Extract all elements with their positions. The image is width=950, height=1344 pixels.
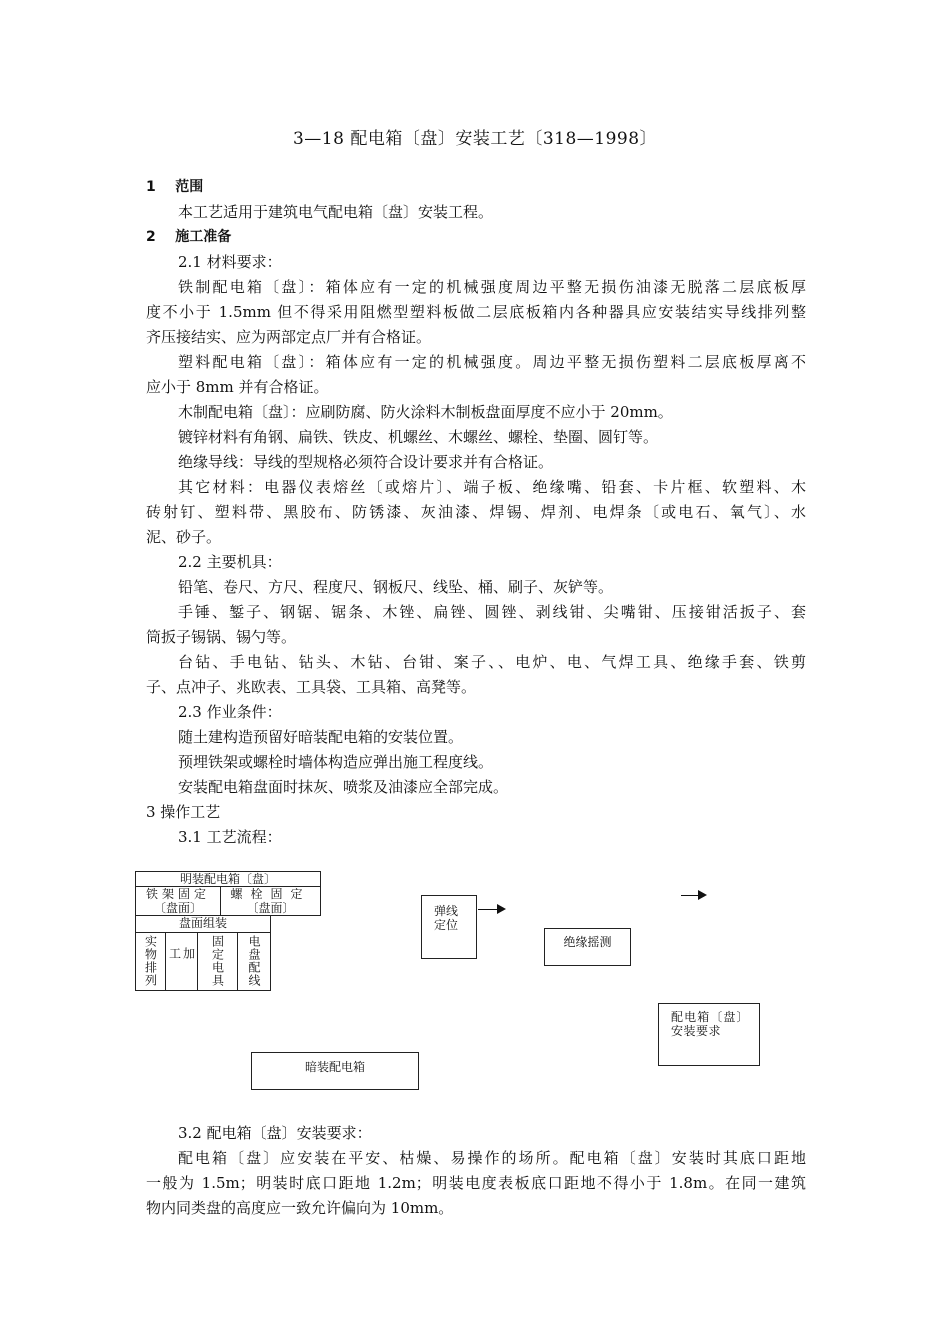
paragraph-line: 子、点冲子、兆欧表、工具袋、工具箱、高凳等。 [146, 678, 477, 696]
section-title: 施工准备 [175, 229, 232, 245]
paragraph: 本工艺适用于建筑电气配电箱〔盘〕安装工程。 [178, 203, 494, 221]
step-cell [135, 932, 166, 991]
paragraph-line: 齐压接结实、应为两部定点厂并有合格证。 [146, 328, 432, 346]
section-3-heading: 3 操作工艺 [146, 803, 221, 821]
surface-box-header: 明装配电箱〔盘〕 [135, 871, 321, 887]
subsection-heading: 3.1 工艺流程： [178, 828, 282, 846]
step-cell [165, 932, 198, 991]
bolt-fix-cell [220, 886, 321, 916]
paragraph-line: 随土建构造预留好暗装配电箱的安装位置。 [178, 728, 464, 746]
paragraph-line: 应小于 8mm 并有合格证。 [146, 378, 329, 396]
step-label: 固定电具 [210, 935, 225, 987]
arrow-icon [681, 895, 705, 896]
install-requirement-label: 配电箱〔盘〕安装要求 [671, 1010, 749, 1038]
iron-frame-cell [135, 886, 221, 916]
paragraph-line: 度不小于 1.5mm 但不得采用阻燃型塑料板做二层底板箱内各种器具应安装结实导线排列整 [146, 303, 806, 321]
snap-line-box [421, 895, 477, 959]
subsection-heading: 3.2 配电箱〔盘〕安装要求： [178, 1124, 372, 1142]
subsection-heading: 2.3 作业条件： [178, 703, 282, 721]
step-label: 加工 [167, 946, 196, 979]
paragraph-line: 铁制配电箱〔盘〕：箱体应有一定的机械强度周边平整无损伤油漆无脱落二层底板厚 [178, 278, 806, 296]
paragraph-line: 手锤、錾子、钢锯、锯条、木锉、扁锉、圆锉、剥线钳、尖嘴钳、压接钳活扳子、套 [178, 603, 806, 621]
paragraph-line: 物内同类盘的高度应一致允许偏向为 10mm。 [146, 1199, 454, 1217]
bolt-fix-label: 螺栓固定 [230, 887, 311, 901]
section-2-heading [146, 225, 806, 250]
section-number: 2 [146, 229, 156, 245]
paragraph-line: 安装配电箱盘面时抹灰、喷浆及油漆应全部完成。 [178, 778, 509, 796]
insulation-test-box: 绝缘摇测 [544, 928, 631, 966]
paragraph-line: 配电箱〔盘〕应安装在平安、枯燥、易操作的场所。配电箱〔盘〕安装时其底口距地 [178, 1149, 806, 1167]
paragraph-line: 其它材料：电器仪表熔丝〔或熔片〕、端子板、绝缘嘴、铅套、卡片框、软塑料、木 [178, 478, 806, 496]
step-cell [237, 932, 271, 991]
paragraph-line: 泥、砂子。 [146, 528, 222, 546]
paragraph-line: 铅笔、卷尺、方尺、程度尺、钢板尺、线坠、桶、刷子、灰铲等。 [178, 578, 614, 596]
subsection-heading: 2.1 材料要求： [178, 253, 282, 271]
paragraph-line: 镀锌材料有角钢、扁铁、铁皮、机螺丝、木螺丝、螺栓、垫圈、圆钉等。 [178, 428, 659, 446]
paragraph-line: 一般为 1.5m；明装时底口距地 1.2m；明装电度表板底口距地不得小于 1.8m。在同一建筑 [146, 1174, 806, 1192]
bolt-fix-sub: 〔盘面〕 [246, 901, 295, 915]
step-label: 实物排列 [143, 935, 158, 987]
iron-frame-sub: 〔盘面〕 [153, 901, 202, 915]
arrow-icon [478, 909, 504, 910]
page-title: 3—18 配电箱〔盘〕安装工艺〔318—1998〕 [292, 129, 658, 149]
paragraph-line: 绝缘导线：导线的型规格必须符合设计要求并有合格证。 [178, 453, 554, 471]
iron-frame-label: 铁架固定 [145, 887, 210, 901]
paragraph-line: 筒扳子锡锅、锡勺等。 [146, 628, 297, 646]
paragraph-line: 塑料配电箱〔盘〕：箱体应有一定的机械强度。周边平整无损伤塑料二层底板厚离不 [178, 353, 806, 371]
step-cell [197, 932, 238, 991]
paragraph-line: 台钻、手电钻、钻头、木钻、台钳、案子、、电炉、电、气焊工具、绝缘手套、铁剪 [178, 653, 806, 671]
install-requirement-box [658, 1003, 760, 1066]
section-title: 范围 [175, 179, 204, 195]
section-number: 1 [146, 179, 156, 195]
step-label: 电盘配线 [247, 935, 261, 987]
paragraph-line: 木制配电箱〔盘〕：应刷防腐、防火涂料木制板盘面厚度不应小于 20mm。 [178, 403, 673, 421]
paragraph-line: 预埋铁架或螺栓时墙体构造应弹出施工程度线。 [178, 753, 494, 771]
panel-assembly-header: 盘面组装 [135, 915, 271, 933]
snap-line-label: 弹线定位 [434, 904, 459, 932]
section-1-heading [146, 175, 806, 200]
concealed-box: 暗装配电箱 [251, 1052, 419, 1090]
paragraph-line: 砖射钉、塑料带、黑胶布、防锈漆、灰油漆、焊锡、焊剂、电焊条〔或电石、氧气〕、水 [146, 503, 806, 521]
subsection-heading: 2.2 主要机具： [178, 553, 282, 571]
